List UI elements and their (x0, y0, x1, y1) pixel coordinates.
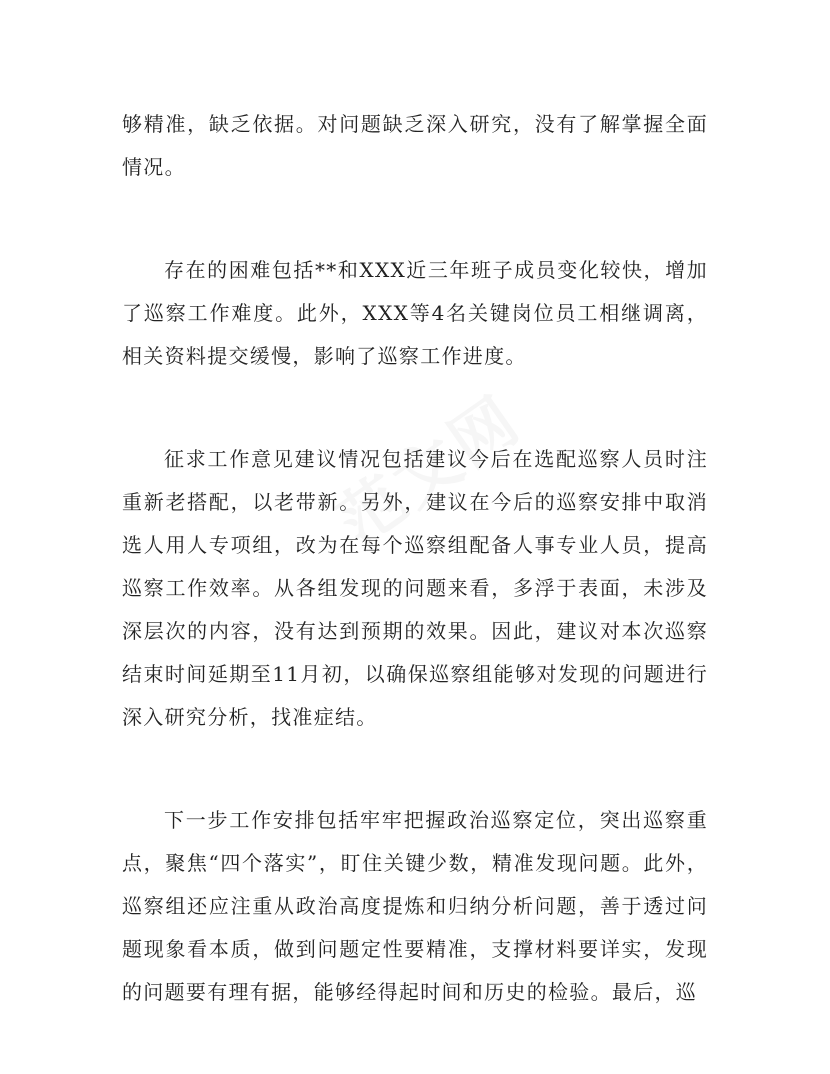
paragraph-difficulties: 存在的困难包括**和XXX近三年班子成员变化较快，增加了巡察工作难度。此外，XXX等4名关键岗位员工相继调离，相关资料提交缓慢，影响了巡察工作进度。 (122, 258, 708, 368)
paragraph-next-steps: 下一步工作安排包括牢牢把握政治巡察定位，突出巡察重点，聚焦“四个落实”，盯住关键少数，精准发现问题。此外，巡察组还应注重从政治高度提炼和归纳分析问题，善于透过问题现象看本质，做到问题定性要精准，支撑材料要详实，发现的问题要有理有据，能够经得起时间和历史的检验。最后，巡 (122, 808, 708, 1004)
paragraph-continuation: 够精准，缺乏依据。对问题缺乏深入研究，没有了解掌握全面情况。 (122, 112, 708, 179)
document-body (122, 103, 708, 1074)
paragraph-suggestions: 征求工作意见建议情况包括建议今后在选配巡察人员时注重新老搭配，以老带新。另外，建议在今后的巡察安排中取消选人用人专项组，改为在每个巡察组配备人事专业人员，提高巡察工作效率。从各组发现的问题来看，多浮于表面，未涉及深层次的内容，没有达到预期的效果。因此，建议对本次巡察结束时间延期至11月初，以确保巡察组能够对发现的问题进行深入研究分析，找准症结。 (122, 447, 708, 729)
